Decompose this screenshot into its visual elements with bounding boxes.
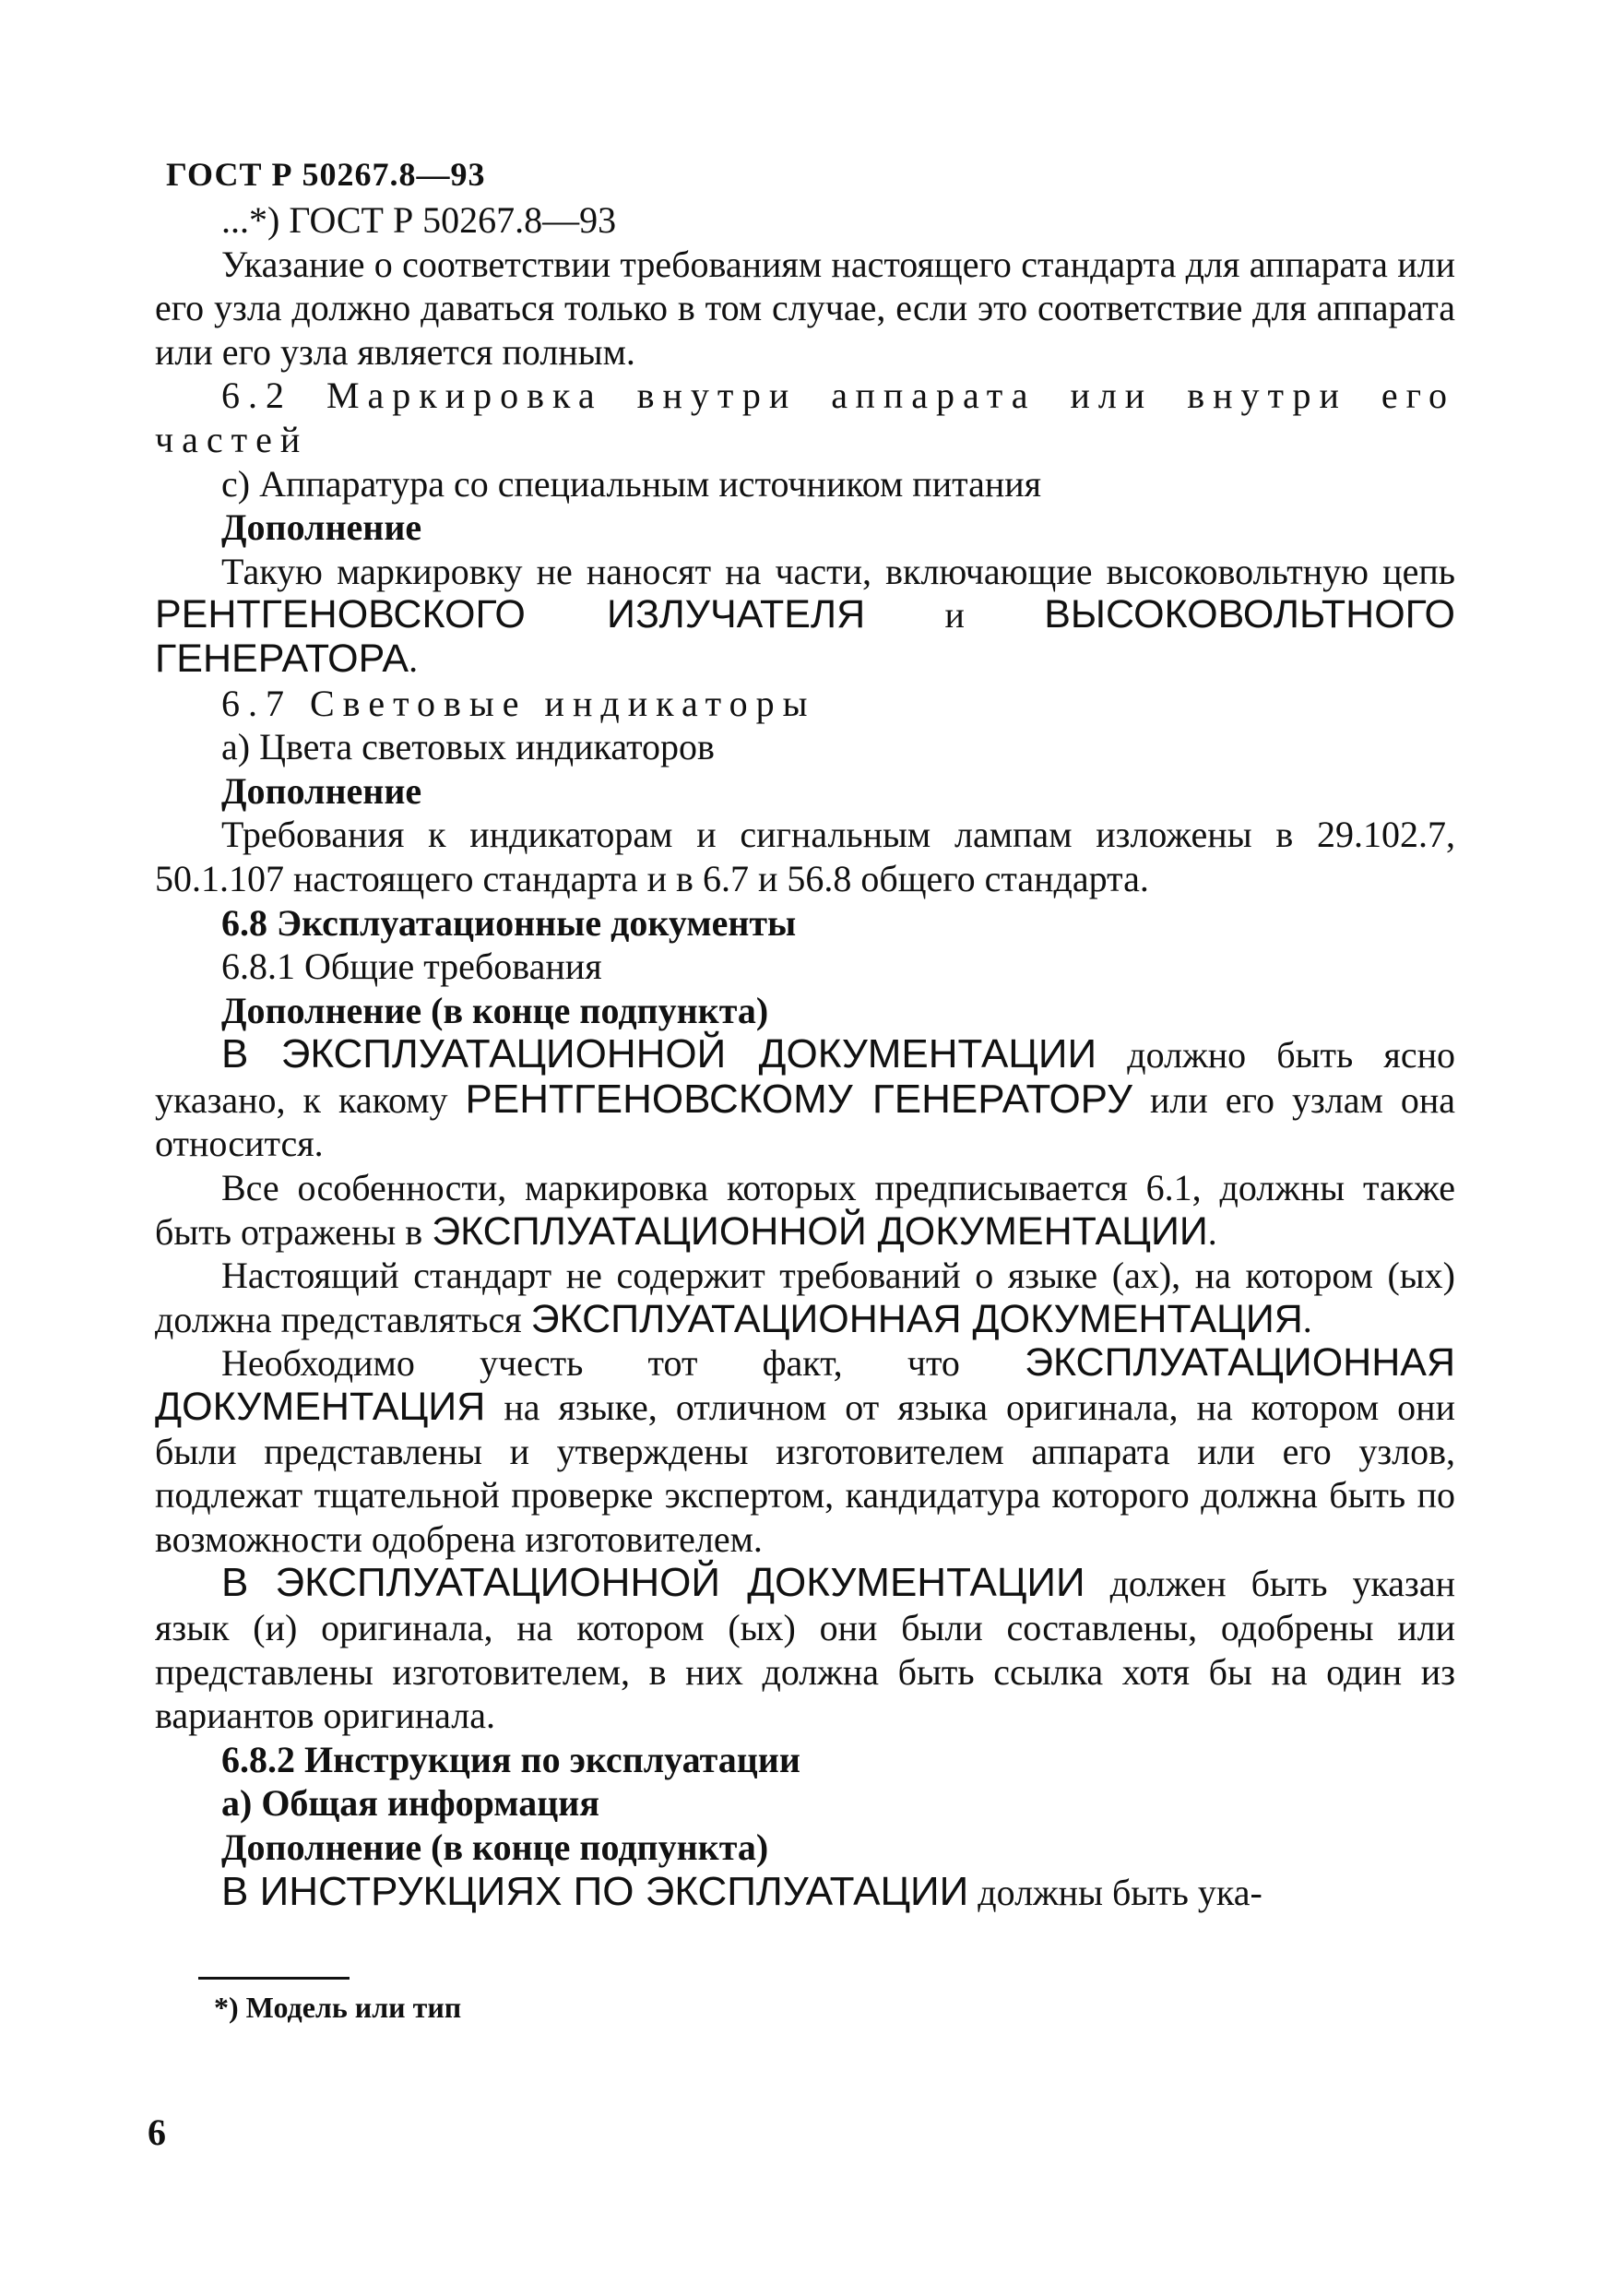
paragraph-marking (155, 550, 1455, 682)
paragraph-instructions (155, 1870, 1455, 1915)
footnote-divider (198, 1977, 350, 1980)
item-a-indicator-colors: а) Цвета световых индикаторов (221, 726, 715, 768)
paragraph-features (155, 1166, 1455, 1254)
paragraph-translation (155, 1341, 1455, 1561)
text-run: Необходимо учесть тот факт, что (221, 1342, 1025, 1385)
term-operating-docs: ЭКСПЛУАТАЦИОННАЯ ДОКУМЕНТАЦИЯ (530, 1296, 1303, 1341)
item-c-power-source: с) Аппаратура со специальным источником питания (221, 462, 1042, 505)
running-title: ГОСТ Р 50267.8—93 (166, 156, 486, 193)
term-xray-emitter: РЕНТГЕНОВСКОГО ИЗЛУЧАТЕЛЯ (155, 592, 866, 637)
text-run: . (409, 637, 419, 680)
text-run: Все особенности, маркировка которых предписывается 6.1, должны также быть отражены в (155, 1167, 1455, 1253)
text-run: должны быть ука- (968, 1871, 1262, 1913)
item-a-general-info: а) Общая информация (221, 1782, 599, 1825)
text-run: Настоящий стандарт не содержит требований о языке (ах), на котором (ых) должна представляться (155, 1255, 1455, 1340)
page-number: 6 (148, 2112, 166, 2153)
supplement-label: Дополнение (221, 769, 422, 812)
text-run: . (1207, 1210, 1217, 1253)
supplement-label: Дополнение (в конце подпункта) (221, 1826, 769, 1868)
text-run: . (1302, 1298, 1312, 1340)
footnote: *) Модель или тип (214, 1991, 462, 2024)
body-text (155, 198, 1455, 1914)
supplement-label: Дополнение (221, 506, 422, 549)
section-heading-6-8: 6.8 Эксплуатационные документы (221, 901, 797, 944)
paragraph-compliance: Указание о соответствии требованиям настоящего стандарта для аппарата или его узла должно даваться только в том случае, если это соответствие для аппарата или его узла является полным. (155, 243, 1455, 373)
term-operating-docs: В ЭКСПЛУАТАЦИОННОЙ ДОКУМЕНТАЦИИ (221, 1031, 1097, 1077)
supplement-label: Дополнение (в конце подпункта) (221, 989, 769, 1031)
term-operating-docs: ЭКСПЛУАТАЦИОННОЙ ДОКУМЕНТАЦИИ (432, 1208, 1208, 1254)
text-run: и (865, 594, 1045, 636)
model-line: ...*) ГОСТ Р 50267.8—93 (221, 199, 617, 241)
paragraph-original-language (155, 1561, 1455, 1737)
text-run: на языке, отличном от языка оригинала, на котором они были представлены и утверждены изготовителем аппарата или его узлов, подлежат тщательной проверке экспертом, кандидатура которого должна быть по возможности одобрена изготовителем. (155, 1386, 1455, 1560)
term-hv-generator: ВЫСОКОВОЛЬТНОГО ГЕНЕРАТОРА (155, 592, 1455, 681)
section-heading-6-8-2: 6.8.2 Инструкция по эксплуатации (221, 1738, 800, 1780)
paragraph-language (155, 1254, 1455, 1341)
text-run: должно быть ясно указано, к какому (155, 1034, 1455, 1121)
term-xray-generator: РЕНТГЕНОВСКОМУ ГЕНЕРАТОРУ (465, 1076, 1132, 1122)
text-run: или его узлам она относится. (155, 1078, 1455, 1165)
paragraph-indicators: Требования к индикаторам и сигнальным лампам изложены в 29.102.7, 50.1.107 настоящего стандарта и в 6.7 и 56.8 общего стандарта. (155, 814, 1455, 899)
paragraph-documentation-generator (155, 1032, 1455, 1166)
term-instructions: В ИНСТРУКЦИЯХ ПО ЭКСПЛУАТАЦИИ (221, 1868, 969, 1914)
section-heading-6-8-1: 6.8.1 Общие требования (221, 946, 602, 988)
term-operating-docs: ЭКСПЛУАТАЦИОННАЯ ДОКУМЕНТАЦИЯ (155, 1340, 1455, 1430)
section-heading-6-2: 6.2 Маркировка внутри аппарата или внутри его частей (155, 375, 1455, 460)
text-run: должен быть указан язык (и) оригинала, на котором (ых) они были составлены, одобрены или представлены изготовителем, в них должна быть ссылка хотя бы на один из вариантов оригинала. (155, 1563, 1455, 1737)
section-heading-6-7: 6.7 Световые индикаторы (221, 682, 816, 724)
text-run: Такую маркировку не наносят на части, включающие высоковольтную цепь (221, 550, 1455, 592)
term-operating-docs: В ЭКСПЛУАТАЦИОННОЙ ДОКУМЕНТАЦИИ (221, 1560, 1085, 1606)
